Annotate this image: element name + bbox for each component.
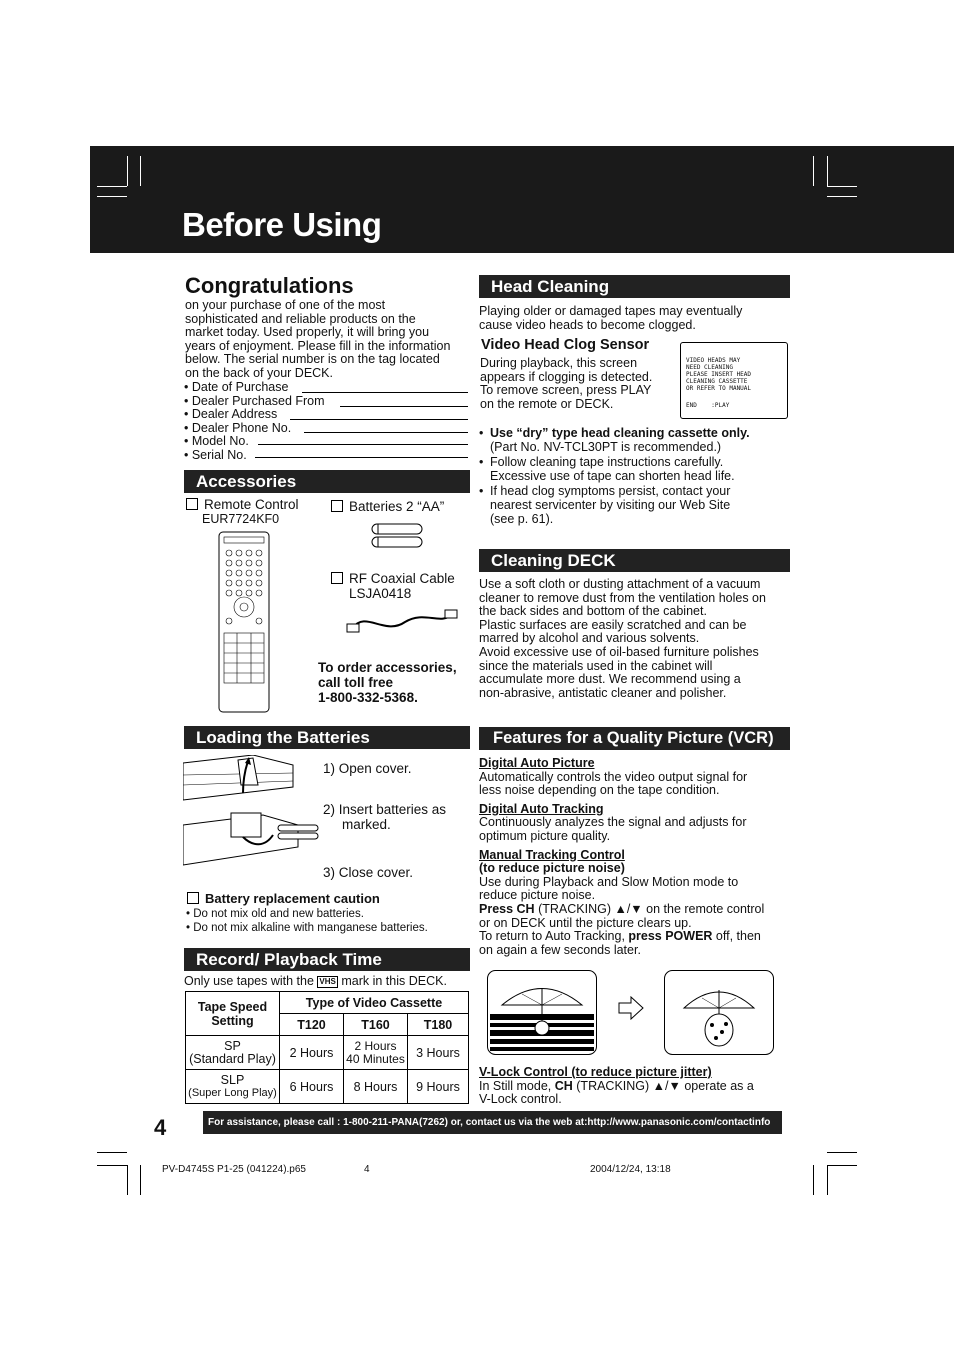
crop-mark [813, 1165, 814, 1195]
field-date: • Date of Purchase [184, 380, 289, 394]
crop-mark [827, 196, 857, 197]
congrats-title: Congratulations [185, 273, 354, 298]
crop-mark [827, 156, 828, 186]
crop-mark [140, 156, 141, 186]
checkbox-icon [186, 498, 198, 510]
sensor-title: Video Head Clog Sensor [481, 337, 650, 353]
checkbox-icon [331, 500, 343, 512]
file-page: 4 [364, 1164, 370, 1175]
arrow-right-icon [618, 996, 644, 1020]
head-cleaning-heading: Head Cleaning [479, 275, 790, 298]
crop-mark [827, 1165, 857, 1166]
batteries-label: Batteries 2 “AA” [331, 499, 444, 514]
table-row: SLP (Super Long Play) 6 Hours 8 Hours 9 Hours [186, 1070, 469, 1104]
accessories-heading: Accessories [184, 470, 470, 493]
cleaning-deck-heading: Cleaning DECK [479, 549, 790, 572]
caution-list: • Do not mix old and new batteries. • Do not mix alkaline with manganese batteries. [186, 908, 428, 934]
fill-line[interactable] [255, 457, 468, 458]
crop-mark [97, 1165, 127, 1166]
cable-label: RF Coaxial Cable [331, 571, 455, 586]
vhs-logo-icon: VHS [319, 977, 336, 986]
features-body: Digital Auto Picture Automatically controls the video output signal for less noise depending on the tape condition. Digital Auto Tracking Continuously analyzes the signal and adjusts for optimum picture quality. Manual Tracking Control (to reduce picture noise) Use during Playback and Slow Motion mode to reduce picture noise. Press CH (TRACKING) ▲/▼ on the remote control or on DECK until the picture clears up. To return to Auto Tracking, press POWER off, then on again a few seconds later. [479, 756, 765, 957]
batteries-icon [370, 522, 426, 550]
crop-mark [97, 186, 127, 187]
record-intro: Only use tapes with the VHS mark in this DECK. [184, 974, 447, 988]
caution-title: Battery replacement caution [187, 891, 380, 906]
step-open: 1) Open cover. [323, 761, 412, 776]
file-date: 2004/12/24, 13:18 [590, 1164, 671, 1175]
cable-model: LSJA0418 [349, 586, 412, 601]
field-model: • Model No. [184, 434, 249, 449]
loading-heading: Loading the Batteries [184, 726, 470, 749]
fill-line[interactable] [304, 432, 468, 433]
page-number: 4 [154, 1115, 167, 1140]
step-insert: 2) Insert batteries as [323, 802, 447, 817]
step-insert-cont: marked. [342, 817, 391, 832]
crop-mark [827, 186, 857, 187]
header-cell: Type of Video Cassette [280, 992, 469, 1014]
crop-mark [127, 1165, 128, 1195]
crop-mark [140, 1165, 141, 1195]
assistance-banner: For assistance, please call : 1-800-211-PANA(7262) or, contact us via the web at:http://www.panasonic.com/contactinfo [203, 1111, 782, 1134]
coaxial-cable-icon [345, 606, 460, 638]
crop-mark [827, 1152, 857, 1153]
order-info: To order accessories, call toll free 1-800-332-5368. [318, 660, 457, 705]
remote-label: Remote Control [186, 497, 299, 512]
head-cleaning-bullets: • Use “dry” type head cleaning cassette only. (Part No. NV-TCL30PT is recommended.) • Follow cleaning tape instructions carefully. Excessive use of tape can shorten head life. • If head clog symptoms persist, contact your nearest servicenter by visiting our Web Site (see p. 61). [479, 426, 750, 526]
noisy-picture-illustration [487, 970, 597, 1055]
record-heading: Record/ Playback Time [184, 948, 470, 971]
step-close: 3) Close cover. [323, 865, 414, 880]
record-fields [184, 381, 325, 463]
congrats-body: on your purchase of one of the most sophisticated and reliable products on the market today. Used properly, it will bring you years of enjoyment. Please fill in the information below. The serial number is on the tag located on the back of your DECK. [185, 298, 451, 380]
fill-line[interactable] [290, 419, 468, 420]
clog-warning-screen: VIDEO HEADS MAY NEED CLEANING PLEASE INSERT HEAD CLEANING CASSETTE OR REFER TO MANUAL END :PLAY [680, 342, 788, 419]
crop-mark [813, 156, 814, 186]
remote-model: EUR7724KF0 [202, 512, 280, 526]
field-phone: • Dealer Phone No. [184, 420, 292, 435]
page-title: Before Using [182, 206, 382, 243]
crop-mark [97, 196, 127, 197]
field-dealer: • Dealer Purchased From [184, 393, 325, 408]
header-cell: T160 [344, 1014, 408, 1036]
crop-mark [97, 1152, 127, 1153]
fill-line[interactable] [258, 444, 468, 445]
table-row: SP (Standard Play) 2 Hours 2 Hours 40 Minutes 3 Hours [186, 1036, 469, 1070]
field-address: • Dealer Address [184, 407, 278, 422]
sensor-body: During playback, this screen appears if clogging is detected. To remove screen, press PLAY on the remote or DECK. [480, 356, 653, 411]
fill-line[interactable] [302, 392, 468, 393]
checkbox-icon [331, 572, 343, 584]
playback-time-table [185, 991, 469, 1104]
features-heading: Features for a Quality Picture (VCR) [479, 727, 790, 750]
file-name: PV-D4745S P1-25 (041224).p65 [162, 1164, 306, 1175]
checkbox-icon [187, 892, 199, 904]
header-cell: T180 [408, 1014, 469, 1036]
field-serial: • Serial No. [184, 447, 247, 462]
head-cleaning-intro: Playing older or damaged tapes may eventually cause video heads to become clogged. [479, 304, 743, 332]
header-cell: T120 [280, 1014, 344, 1036]
crop-mark [127, 156, 128, 186]
fill-line[interactable] [340, 406, 468, 407]
cleaning-deck-body: Use a soft cloth or dusting attachment of a vacuum cleaner to remove dust from the ventilation holes on the back sides and bottom of the cabinet. Plastic surfaces are easily scratched and can be marred by alcohol and various solvents. Avoid excessive use of oil-based furniture polishes since the materials used in the cabinet will accumulate more dust. We recommend using a non-abrasive, antistatic cleaner and polisher. [479, 577, 766, 700]
vlock-body: V-Lock Control (to reduce picture jitter) In Still mode, CH (TRACKING) ▲/▼ operate as a V-Lock control. [479, 1065, 754, 1107]
header-cell: Tape Speed Setting [186, 992, 280, 1036]
remote-control-icon [218, 531, 270, 713]
crop-mark [827, 1165, 828, 1195]
battery-loading-illustration [183, 755, 323, 870]
clear-picture-illustration [664, 970, 774, 1055]
